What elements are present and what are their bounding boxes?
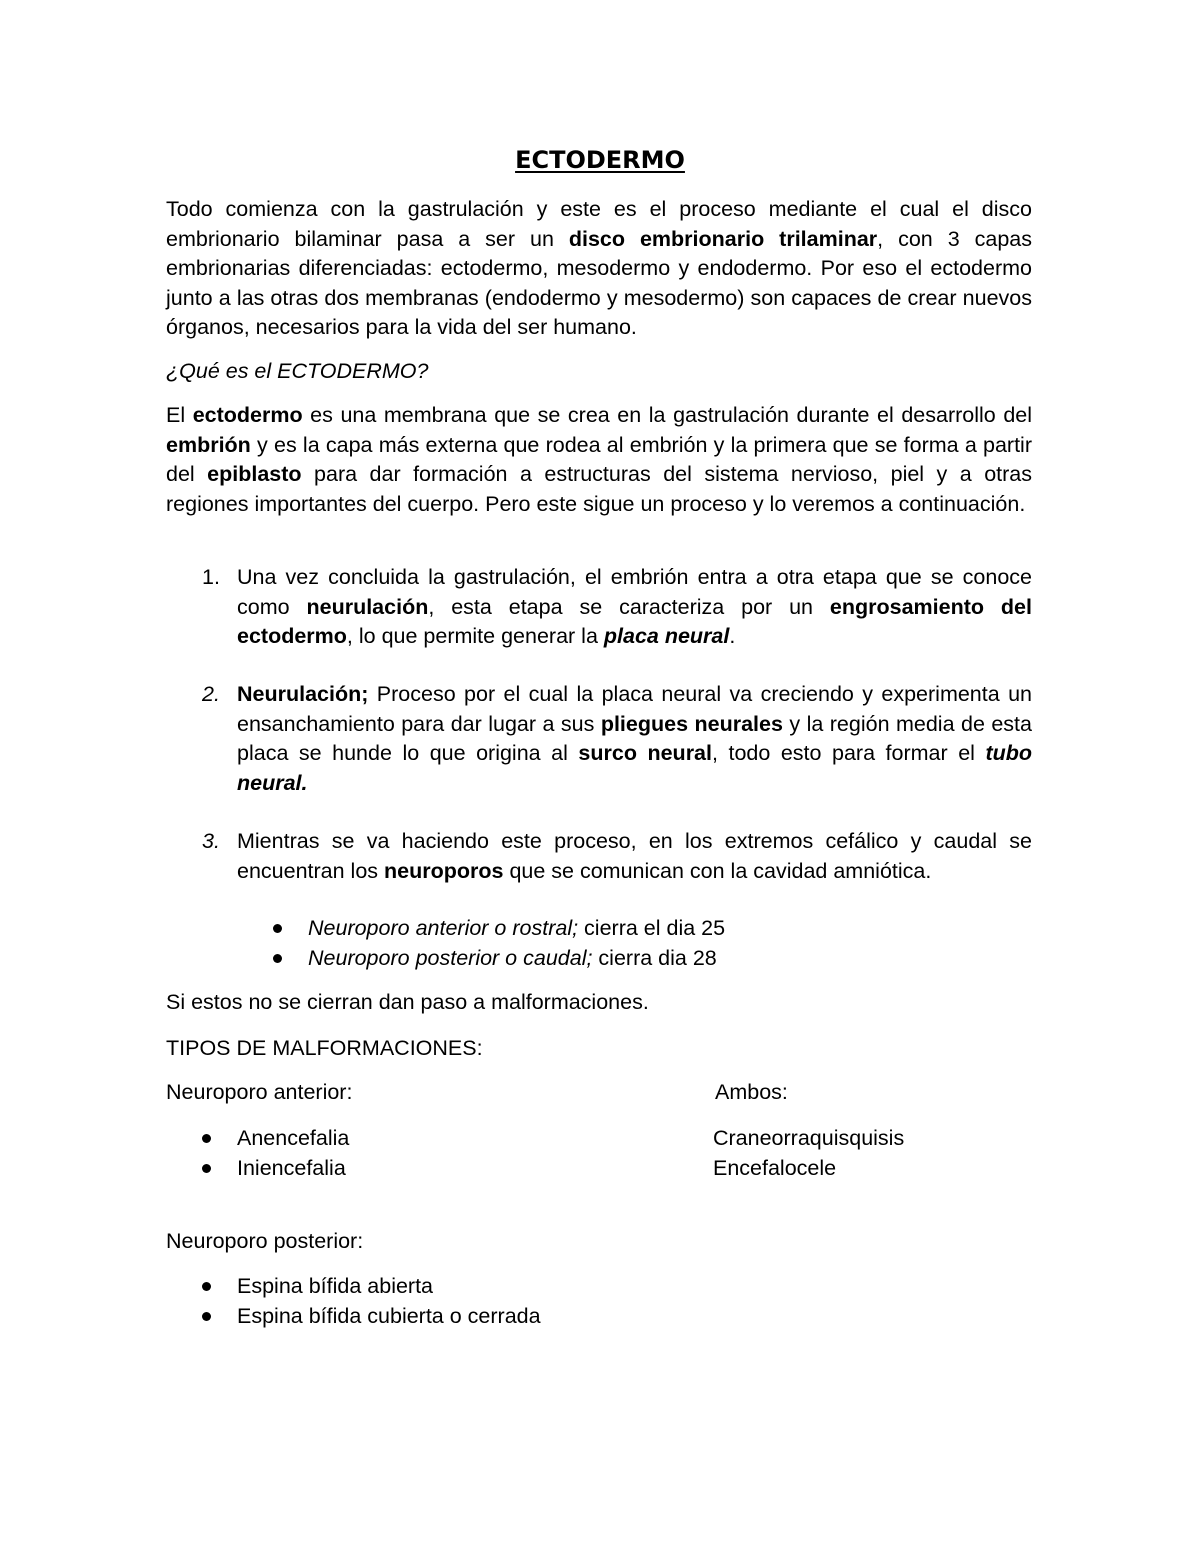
definition-text-3: y es la capa más externa que rodea al embrión y la primera que se forma a partir del (166, 432, 1032, 487)
step-2-text-3: , todo esto para formar el (712, 741, 986, 766)
anterior-heading: Neuroporo anterior: (166, 1080, 353, 1104)
definition-bold-2: embrión (166, 432, 251, 457)
step-2-bold-italic-1: tubo neural. (237, 741, 1033, 795)
list-item-label (308, 944, 717, 974)
ambos-item-1: Craneorraquisquisis (713, 1126, 905, 1150)
bullet-icon (273, 954, 282, 963)
definition-paragraph (166, 401, 1032, 519)
list-item-label (308, 914, 725, 944)
step-2-text-2: y la región media de esta placa se hunde lo que origina al (237, 711, 1032, 766)
definition-text-4: para dar formación a estructuras del sistema nervioso, piel y a otras regiones importantes del cuerpo. Pero este sigue un proceso y lo veremos a continuación. (166, 462, 1032, 516)
list-item-label: Anencefalia (237, 1126, 350, 1150)
step-number: 1. (202, 565, 220, 589)
step-2-bold-3: surco neural (578, 741, 712, 766)
ambos-item-2: Encefalocele (713, 1156, 837, 1180)
neuroporo-italic: Neuroporo anterior o rostral; (308, 916, 579, 940)
definition-bold-3: epiblasto (207, 462, 302, 487)
types-heading: TIPOS DE MALFORMACIONES: (166, 1036, 483, 1060)
bullet-icon (202, 1164, 211, 1173)
neuroporo-italic: Neuroporo posterior o caudal; (308, 946, 593, 970)
question-heading (166, 357, 1032, 387)
ambos-heading: Ambos: (715, 1080, 788, 1104)
step-text (237, 827, 1032, 886)
list-item-label: Iniencefalia (237, 1156, 346, 1180)
step-2-text-1: Proceso por el cual la placa neural va creciendo y experimenta un ensanchamiento para dar lugar a sus (237, 682, 1032, 736)
bullet-icon (202, 1312, 211, 1321)
list-item-label: Espina bífida abierta (237, 1274, 434, 1298)
page-title: ECTODERMO (515, 146, 685, 174)
step-number: 3. (202, 829, 220, 853)
definition-text-1: El (166, 403, 193, 427)
closing-paragraph: Si estos no se cierran dan paso a malformaciones. (166, 990, 649, 1014)
step-1-bold-2: engrosamiento del ectodermo (237, 594, 1032, 649)
intro-text-2: , con 3 capas embrionarias diferenciadas: ectodermo, mesodermo y endodermo. Por eso el ectodermo junto a las otras dos membranas (endodermo y mesodermo) son capaces de crear nuevos órganos, necesarios para la vida del ser humano. (166, 226, 1032, 340)
step-1-bold-1: neurulación (306, 594, 429, 619)
question-text: ¿Qué es el ECTODERMO? (166, 359, 429, 383)
intro-text-1: Todo comienza con la gastrulación y este es el proceso mediante el cual el disco embrionario bilaminar pasa a ser un (166, 197, 1032, 251)
step-text (237, 563, 1032, 652)
step-1-text-4: . (729, 624, 736, 649)
step-number: 2. (202, 682, 220, 706)
neuroporo-text: cierra el dia 25 (578, 916, 726, 940)
step-text (237, 680, 1032, 798)
step-3-bold-1: neuroporos (384, 858, 504, 883)
step-2-bold-2: pliegues neurales (600, 711, 783, 736)
step-1-text-1: Una vez concluida la gastrulación, el embrión entra a otra etapa que se conoce como (237, 565, 1032, 619)
step-3-text-1: Mientras se va haciendo este proceso, en los extremos cefálico y caudal se encuentran los (237, 829, 1032, 883)
step-2-bold-1: Neurulación; (237, 682, 369, 706)
step-3-text-2: que se comunican con la cavidad amniótica. (503, 858, 932, 883)
neuroporo-text: cierra dia 28 (592, 946, 717, 970)
bullet-icon (202, 1282, 211, 1291)
step-1-bold-italic-1: placa neural (603, 624, 730, 649)
definition-text-2: es una membrana que se crea en la gastrulación durante el desarrollo del (302, 403, 1033, 427)
intro-paragraph (166, 195, 1032, 343)
bullet-icon (273, 924, 282, 933)
list-item-label: Espina bífida cubierta o cerrada (237, 1304, 541, 1328)
step-1-text-2: , esta etapa se caracteriza por un (428, 594, 830, 619)
step-1-text-3: , lo que permite generar la (346, 624, 604, 649)
posterior-heading: Neuroporo posterior: (166, 1229, 364, 1253)
intro-bold-1: disco embrionario trilaminar (568, 226, 878, 251)
definition-bold-1: ectodermo (192, 403, 303, 427)
bullet-icon (202, 1134, 211, 1143)
